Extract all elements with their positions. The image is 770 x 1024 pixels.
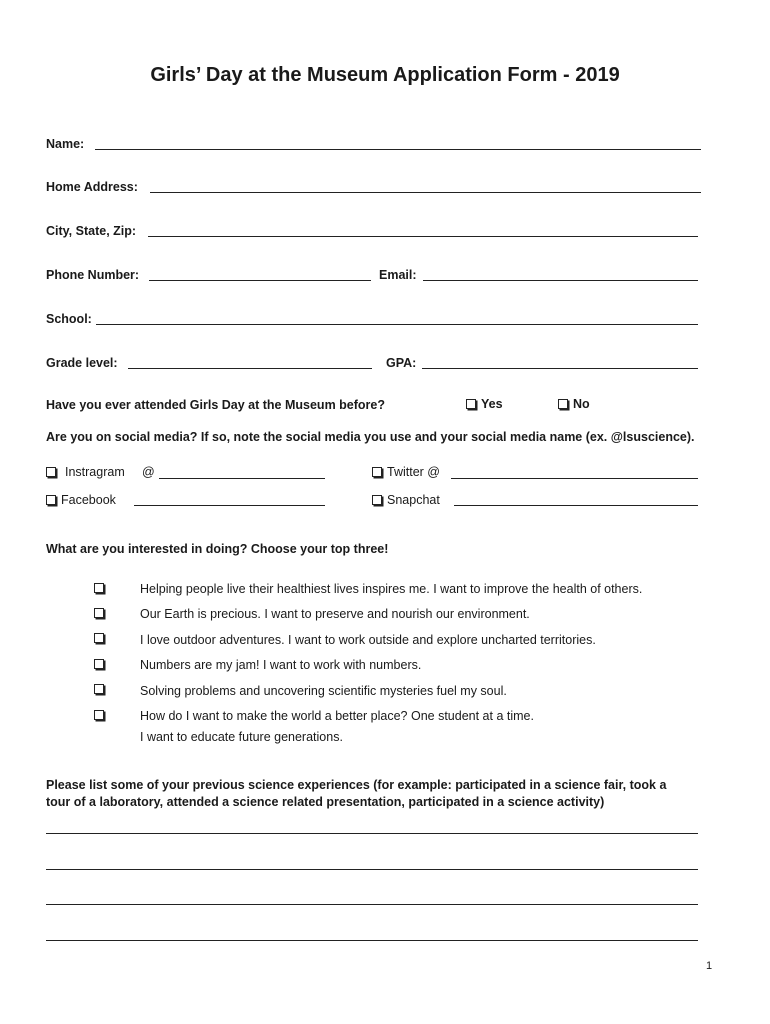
gpa-field[interactable]: [422, 368, 698, 369]
experience-answer-line[interactable]: [46, 833, 698, 834]
experience-answer-line[interactable]: [46, 940, 698, 941]
attended-yes-option[interactable]: [466, 397, 503, 411]
experience-answer-line[interactable]: [46, 869, 698, 870]
experience-answer-line[interactable]: [46, 904, 698, 905]
interest-item: Helping people live their healthiest lives inspires me. I want to improve the health of others.: [140, 582, 643, 596]
grade-label: Grade level:: [46, 356, 118, 370]
name-field[interactable]: [95, 149, 701, 150]
attended-no-label: No: [573, 397, 590, 411]
interest-item: Solving problems and uncovering scientific mysteries fuel my soul.: [140, 684, 507, 698]
instagram-label: Instragram: [65, 465, 125, 479]
city-state-zip-field[interactable]: [148, 236, 698, 237]
twitter-label: Twitter @: [387, 465, 440, 479]
snapchat-handle-field[interactable]: [454, 505, 698, 506]
instagram-option[interactable]: [46, 465, 125, 479]
snapchat-label: Snapchat: [387, 493, 440, 507]
checkbox-icon[interactable]: [372, 467, 382, 477]
facebook-option[interactable]: [46, 493, 116, 507]
interest-item-continued: I want to educate future generations.: [140, 730, 343, 744]
checkbox-icon[interactable]: [46, 467, 56, 477]
checkbox-icon[interactable]: [94, 684, 104, 694]
instagram-handle-field[interactable]: [159, 478, 325, 479]
school-label: School:: [46, 312, 92, 326]
interest-item: I love outdoor adventures. I want to work outside and explore uncharted territories.: [140, 633, 596, 647]
twitter-option[interactable]: [372, 465, 440, 479]
attended-question: Have you ever attended Girls Day at the Museum before?: [46, 398, 385, 412]
interest-item: Our Earth is precious. I want to preserve and nourish our environment.: [140, 607, 530, 621]
checkbox-icon[interactable]: [466, 399, 476, 409]
attended-no-option[interactable]: [558, 397, 590, 411]
checkbox-icon[interactable]: [46, 495, 56, 505]
snapchat-option[interactable]: [372, 493, 440, 507]
page-number: 1: [706, 960, 713, 972]
phone-field[interactable]: [149, 280, 371, 281]
home-address-label: Home Address:: [46, 180, 138, 194]
facebook-label: Facebook: [61, 493, 116, 507]
interest-item: How do I want to make the world a better place? One student at a time.: [140, 709, 534, 723]
school-field[interactable]: [96, 324, 698, 325]
checkbox-icon[interactable]: [372, 495, 382, 505]
twitter-handle-field[interactable]: [451, 478, 698, 479]
city-state-zip-label: City, State, Zip:: [46, 224, 137, 238]
grade-field[interactable]: [128, 368, 372, 369]
attended-yes-label: Yes: [481, 397, 503, 411]
gpa-label: GPA:: [386, 356, 417, 370]
interests-question: What are you interested in doing? Choose your top three!: [46, 542, 389, 556]
checkbox-icon[interactable]: [94, 633, 104, 643]
checkbox-icon[interactable]: [558, 399, 568, 409]
checkbox-icon[interactable]: [94, 659, 104, 669]
page-title: Girls’ Day at the Museum Application Form - 2019: [150, 64, 620, 86]
email-label: Email:: [379, 268, 417, 282]
facebook-handle-field[interactable]: [134, 505, 325, 506]
checkbox-icon[interactable]: [94, 608, 104, 618]
experience-question-line1: Please list some of your previous science experiences (for example: participated in a science fair, took a: [46, 778, 667, 792]
checkbox-icon[interactable]: [94, 710, 104, 720]
instagram-at-label: @: [142, 465, 155, 479]
interest-item: Numbers are my jam! I want to work with numbers.: [140, 658, 422, 672]
checkbox-icon[interactable]: [94, 583, 104, 593]
email-field[interactable]: [423, 280, 698, 281]
home-address-field[interactable]: [150, 192, 701, 193]
name-label: Name:: [46, 137, 85, 151]
phone-label: Phone Number:: [46, 268, 140, 282]
experience-question-line2: tour of a laboratory, attended a science related presentation, participated in a science activity): [46, 795, 605, 809]
social-question: Are you on social media? If so, note the social media you use and your social media name (ex. @lsuscience).: [46, 430, 695, 444]
